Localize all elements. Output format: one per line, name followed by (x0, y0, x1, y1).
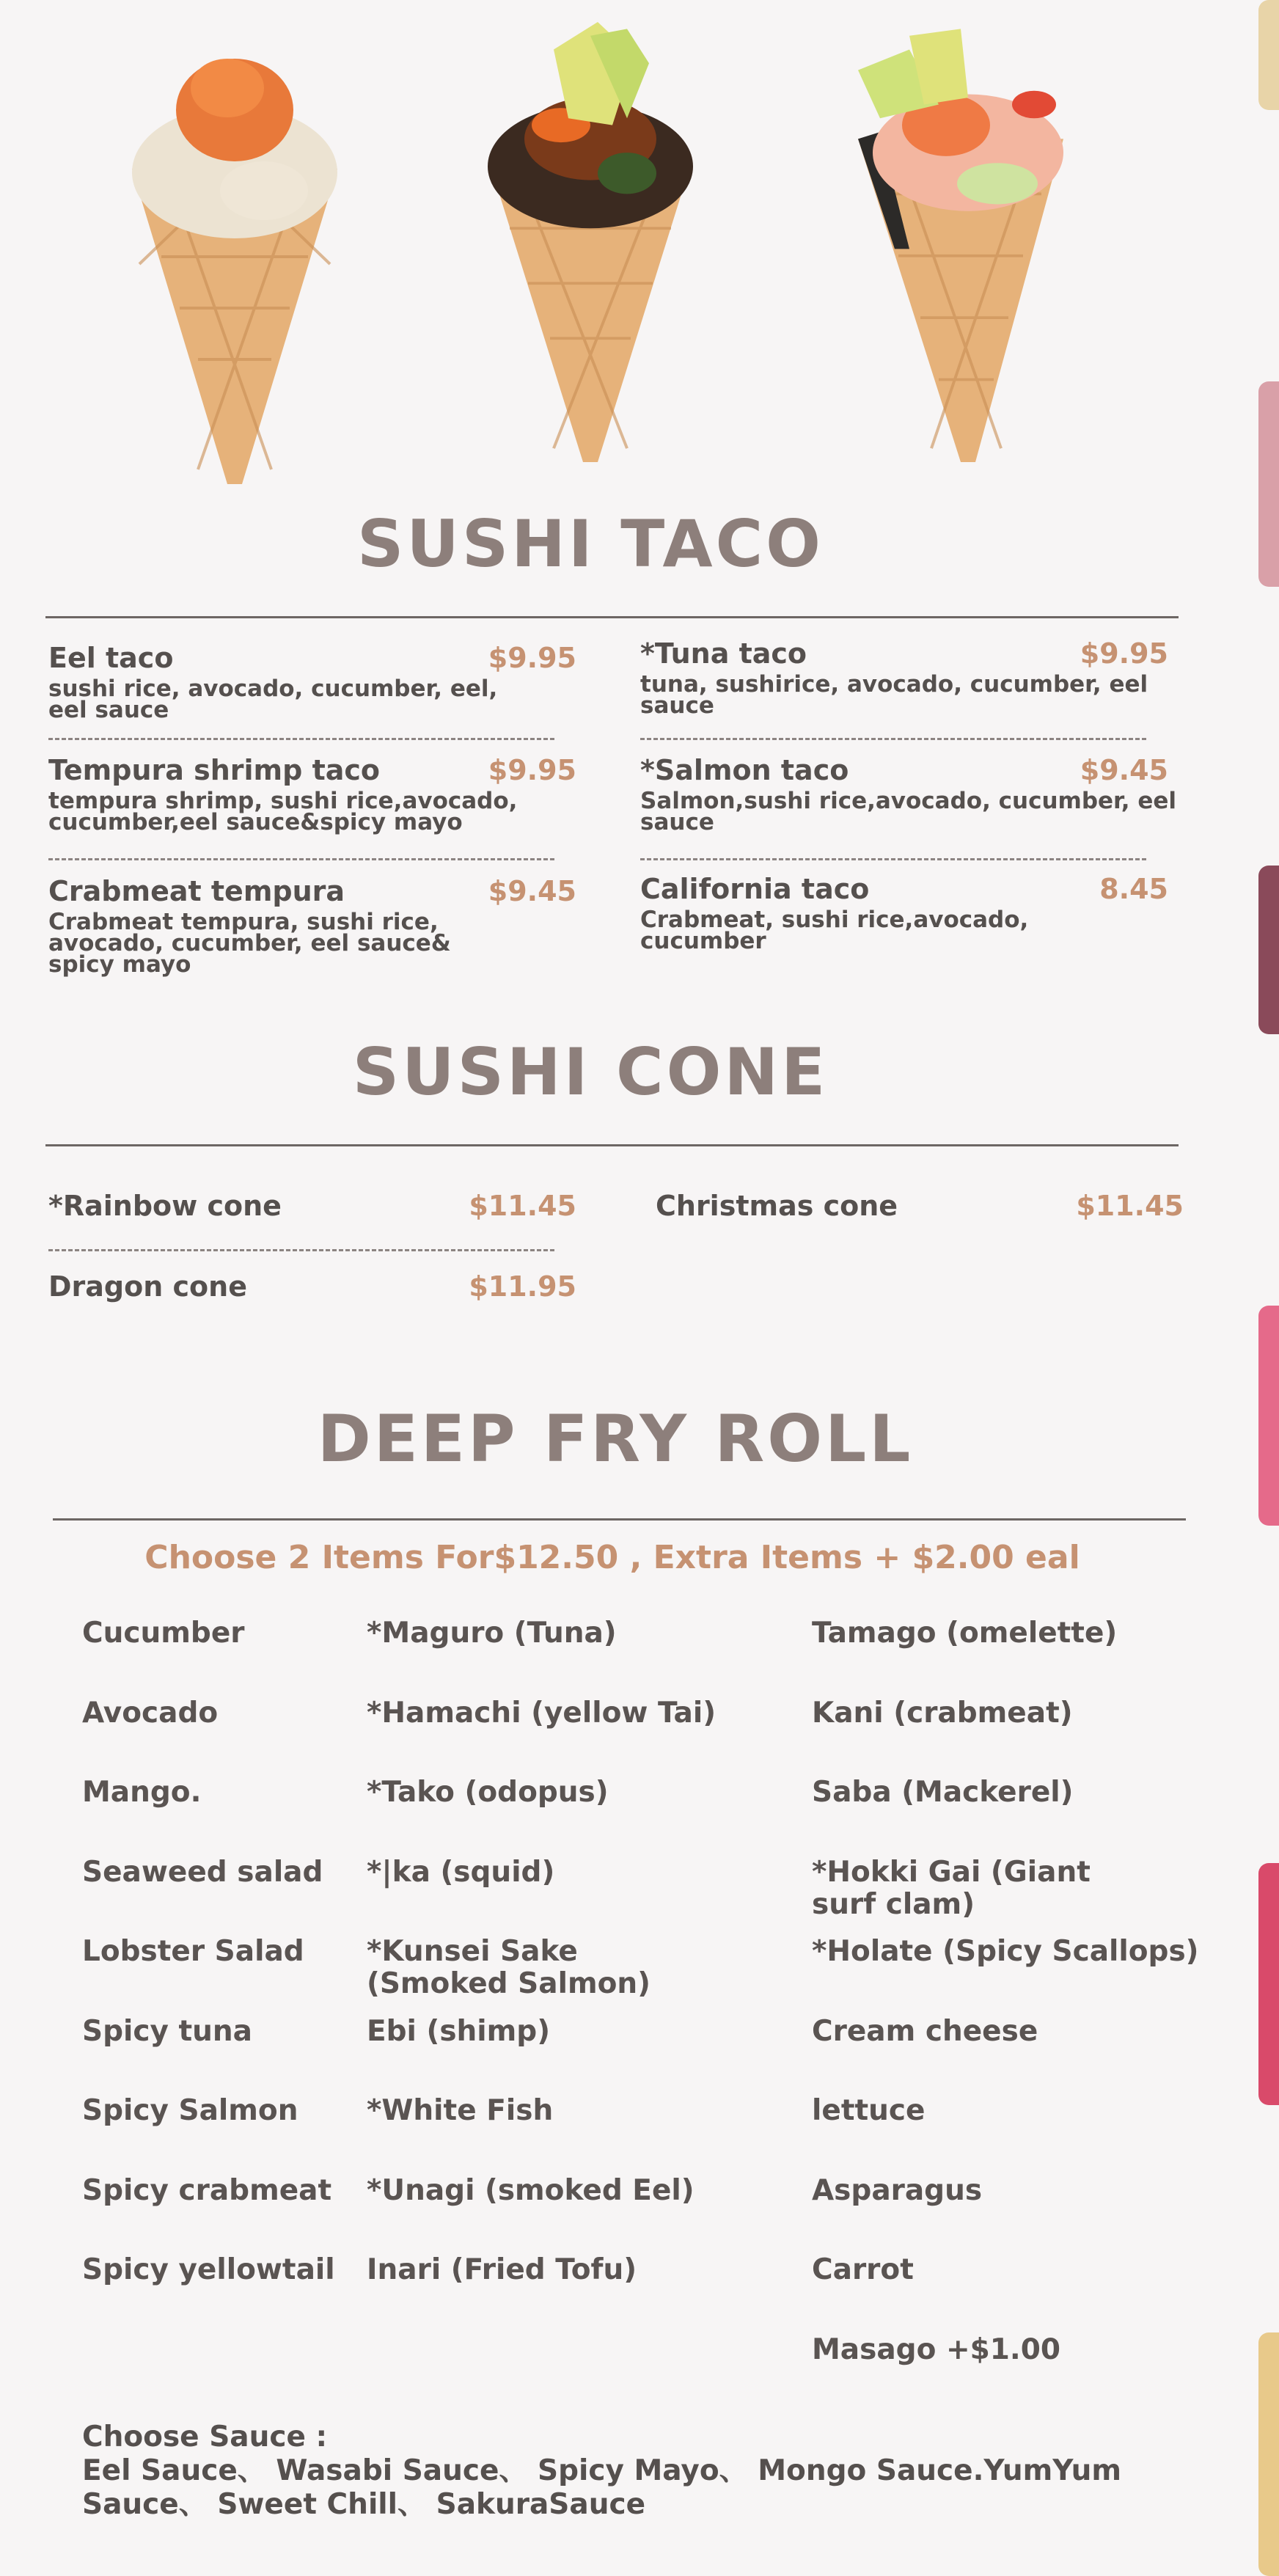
ingredient-column-1 (82, 1617, 361, 2334)
ingredient-item: *Hamachi (yellow Tai) (367, 1696, 717, 1730)
ingredient-item: Cucumber (82, 1617, 245, 1650)
sauce-list: Eel Sauce、 Wasabi Sauce、 Spicy Mayo、 Mongo Sauce.YumYum Sauce、 Sweet Chill、 SakuraSauce (82, 2454, 1122, 2521)
ingredient-item: Spicy yellowtail (82, 2253, 335, 2286)
menu-item (640, 637, 1168, 717)
menu-item (48, 1190, 576, 1222)
item-price: $11.45 (469, 1190, 576, 1222)
ingredient-item: Asparagus (812, 2173, 983, 2207)
ingredient-item: Spicy tuna (82, 2014, 252, 2048)
menu-item (48, 1270, 576, 1303)
tuna-taco-photo (480, 22, 700, 462)
item-price: $9.95 (1080, 637, 1168, 670)
item-description: tempura shrimp, sushi rice,avocado, cucumber,eel sauce&spicy mayo (48, 788, 518, 835)
ingredient-item: Carrot (812, 2253, 914, 2286)
ingredient-item: *White Fish (367, 2094, 554, 2127)
divider (45, 1144, 1179, 1146)
item-description: Salmon,sushi rice,avocado, cucumber, eel sauce (640, 788, 1177, 835)
menu-item (48, 642, 576, 721)
ingredient-item: *Holate (Spicy Scallops) (812, 1935, 1199, 1968)
ingredient-item: Mango. (82, 1776, 202, 1809)
item-name: *Rainbow cone (48, 1190, 282, 1222)
item-name: *Tuna taco (640, 637, 807, 670)
item-description: sushi rice, avocado, cucumber, eel, eel sauce (48, 676, 498, 723)
ingredient-item: *Hokki Gai (Giant surf clam) (812, 1855, 1091, 1921)
sauce-options (82, 2421, 1226, 2522)
ingredient-item: *Kunsei Sake (Smoked Salmon) (367, 1935, 651, 2000)
section-title-sushi-taco: SUSHI TACO (357, 506, 824, 582)
menu-item (640, 873, 1168, 952)
dashed-divider (640, 858, 1146, 860)
item-price: $9.45 (488, 875, 576, 907)
edge-strip (1258, 1863, 1279, 2105)
ingredient-item: Tamago (omelette) (812, 1617, 1118, 1650)
item-name: *Salmon taco (640, 754, 849, 786)
item-description: Crabmeat tempura, sushi rice, avocado, cucumber, eel sauce& spicy mayo (48, 909, 451, 978)
item-price: $9.45 (1080, 754, 1168, 786)
dashed-divider (48, 858, 554, 860)
item-price: $9.95 (488, 754, 576, 786)
ingredient-item: Cream cheese (812, 2014, 1038, 2048)
ingredient-item: Inari (Fried Tofu) (367, 2253, 637, 2286)
ingredient-item: *|ka (squid) (367, 1855, 555, 1889)
dashed-divider (48, 738, 554, 740)
edge-strip (1258, 2332, 1279, 2576)
divider (45, 616, 1179, 618)
ingredient-item: Ebi (shimp) (367, 2014, 551, 2048)
edge-strip (1258, 866, 1279, 1034)
ingredient-item: Spicy crabmeat (82, 2173, 332, 2207)
dashed-divider (48, 1249, 554, 1251)
menu-item (48, 754, 576, 833)
ingredient-column-2 (367, 1617, 777, 2334)
section-title-deep-fry-roll: DEEP FRY ROLL (317, 1401, 914, 1477)
ingredient-item: Lobster Salad (82, 1935, 304, 1968)
item-name: California taco (640, 873, 870, 905)
ingredient-item: lettuce (812, 2094, 926, 2127)
pricing-note: Choose 2 Items For$12.50 , Extra Items + $2.00 eal (144, 1539, 1080, 1576)
edge-strip (1258, 0, 1279, 110)
item-description: tuna, sushirice, avocado, cucumber, eel sauce (640, 671, 1148, 719)
ingredient-item: *Tako (odopus) (367, 1776, 609, 1809)
ingredient-item: Masago +$1.00 (812, 2332, 1060, 2366)
ingredient-item: Saba (Mackerel) (812, 1776, 1074, 1809)
menu-item (640, 754, 1177, 835)
ingredient-item: Avocado (82, 1696, 219, 1730)
ingredient-item: *Unagi (smoked Eel) (367, 2173, 695, 2207)
item-price: $11.95 (469, 1270, 576, 1303)
dashed-divider (640, 738, 1146, 740)
menu-item (656, 1190, 1184, 1222)
item-name: Eel taco (48, 642, 174, 674)
ingredient-item: Seaweed salad (82, 1855, 323, 1889)
eel-taco-photo (125, 44, 345, 484)
item-name: Dragon cone (48, 1270, 247, 1303)
edge-strip (1258, 381, 1279, 587)
item-price: 8.45 (1099, 873, 1168, 905)
ingredient-item: Kani (crabmeat) (812, 1696, 1073, 1730)
menu-item (48, 875, 576, 976)
ingredient-item: Spicy Salmon (82, 2094, 298, 2127)
item-price: $9.95 (488, 642, 576, 674)
ingredient-column-3 (812, 1617, 1223, 2413)
edge-strip (1258, 1306, 1279, 1526)
item-description: Crabmeat, sushi rice,avocado, cucumber (640, 907, 1029, 954)
salmon-taco-photo (851, 22, 1071, 462)
divider (53, 1518, 1186, 1521)
item-price: $11.45 (1076, 1190, 1184, 1222)
item-name: Tempura shrimp taco (48, 754, 381, 786)
item-name: Crabmeat tempura (48, 875, 345, 907)
section-title-sushi-cone: SUSHI CONE (352, 1034, 829, 1110)
item-name: Christmas cone (656, 1190, 898, 1222)
ingredient-item: *Maguro (Tuna) (367, 1617, 617, 1650)
sauce-label: Choose Sauce : (82, 2421, 328, 2454)
